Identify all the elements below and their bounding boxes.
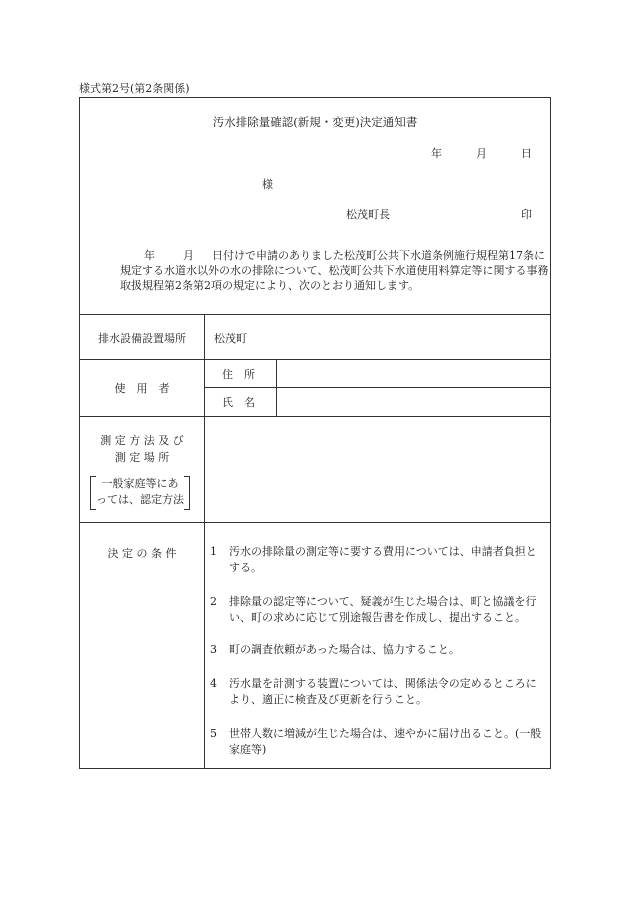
condition-number: 2 bbox=[210, 595, 217, 608]
location-value: 松茂町 bbox=[214, 332, 247, 345]
intro-paragraph bbox=[120, 248, 550, 293]
condition-number: 1 bbox=[210, 545, 217, 558]
column-divider bbox=[276, 359, 277, 416]
issue-date bbox=[397, 145, 532, 161]
condition-number: 4 bbox=[210, 677, 217, 690]
condition-number: 5 bbox=[210, 727, 217, 740]
condition-text: 世帯人数に増減が生じた場合は、速やかに届け出ること。(一般家庭等) bbox=[229, 727, 542, 756]
household-note bbox=[90, 476, 190, 510]
addressee-suffix: 様 bbox=[262, 178, 273, 191]
row-divider bbox=[80, 314, 550, 315]
condition-item bbox=[210, 726, 544, 758]
intro-year: 年 bbox=[144, 249, 155, 262]
location-label: 排水設備設置場所 bbox=[98, 332, 186, 345]
address-label: 住 所 bbox=[222, 368, 255, 381]
condition-item bbox=[210, 676, 544, 708]
row-divider bbox=[80, 522, 550, 523]
condition-number: 3 bbox=[210, 643, 217, 656]
location-method-label: 測 定 場 所 bbox=[114, 451, 170, 464]
form-number: 様式第2号(第2条関係) bbox=[79, 82, 190, 95]
condition-text: 汚水の排除量の測定等に要する費用については、申請者負担とする。 bbox=[229, 545, 537, 574]
household-note-line1: 一般家庭等にあ bbox=[101, 477, 179, 490]
method-label: 測 定 方 法 及 び bbox=[100, 434, 184, 447]
condition-item bbox=[210, 544, 544, 576]
condition-text: 排除量の認定等について、疑義が生じた場合は、町と協議を行い、町の求めに応じて別途報告書を作成し、提出すること。 bbox=[229, 595, 537, 624]
notice-form bbox=[79, 97, 551, 769]
user-label: 使 用 者 bbox=[114, 382, 170, 395]
date-month: 月 bbox=[476, 147, 487, 160]
condition-text: 町の調査依頼があった場合は、協力すること。 bbox=[229, 643, 460, 656]
column-divider bbox=[204, 314, 205, 768]
row-divider bbox=[204, 387, 550, 388]
row-divider bbox=[80, 416, 550, 417]
intro-text: 日付けで申請のありました松茂町公共下水道条例施行規程第17条に規定する水道水以外の水の排除について、松茂町公共下水道使用料算定等に関する事務取扱規程第2条第2項の規定により、次のとおり通知します。 bbox=[120, 249, 549, 292]
condition-text: 汚水量を計測する装置については、関係法令の定めるところにより、適正に検査及び更新を行うこと。 bbox=[229, 677, 537, 706]
name-label: 氏 名 bbox=[222, 396, 255, 409]
document-title: 汚水排除量確認(新規・変更)決定通知書 bbox=[212, 115, 418, 129]
issuer-name: 松茂町長 bbox=[346, 208, 390, 221]
conditions-label: 決 定 の 条 件 bbox=[107, 547, 177, 560]
row-divider bbox=[80, 359, 550, 360]
date-day: 日 bbox=[521, 147, 532, 160]
intro-month: 月 bbox=[183, 249, 194, 262]
household-note-line2: っては、認定方法 bbox=[96, 492, 184, 506]
date-year: 年 bbox=[431, 147, 442, 160]
condition-item bbox=[210, 642, 544, 658]
condition-item bbox=[210, 594, 544, 626]
seal-mark: 印 bbox=[521, 208, 532, 221]
